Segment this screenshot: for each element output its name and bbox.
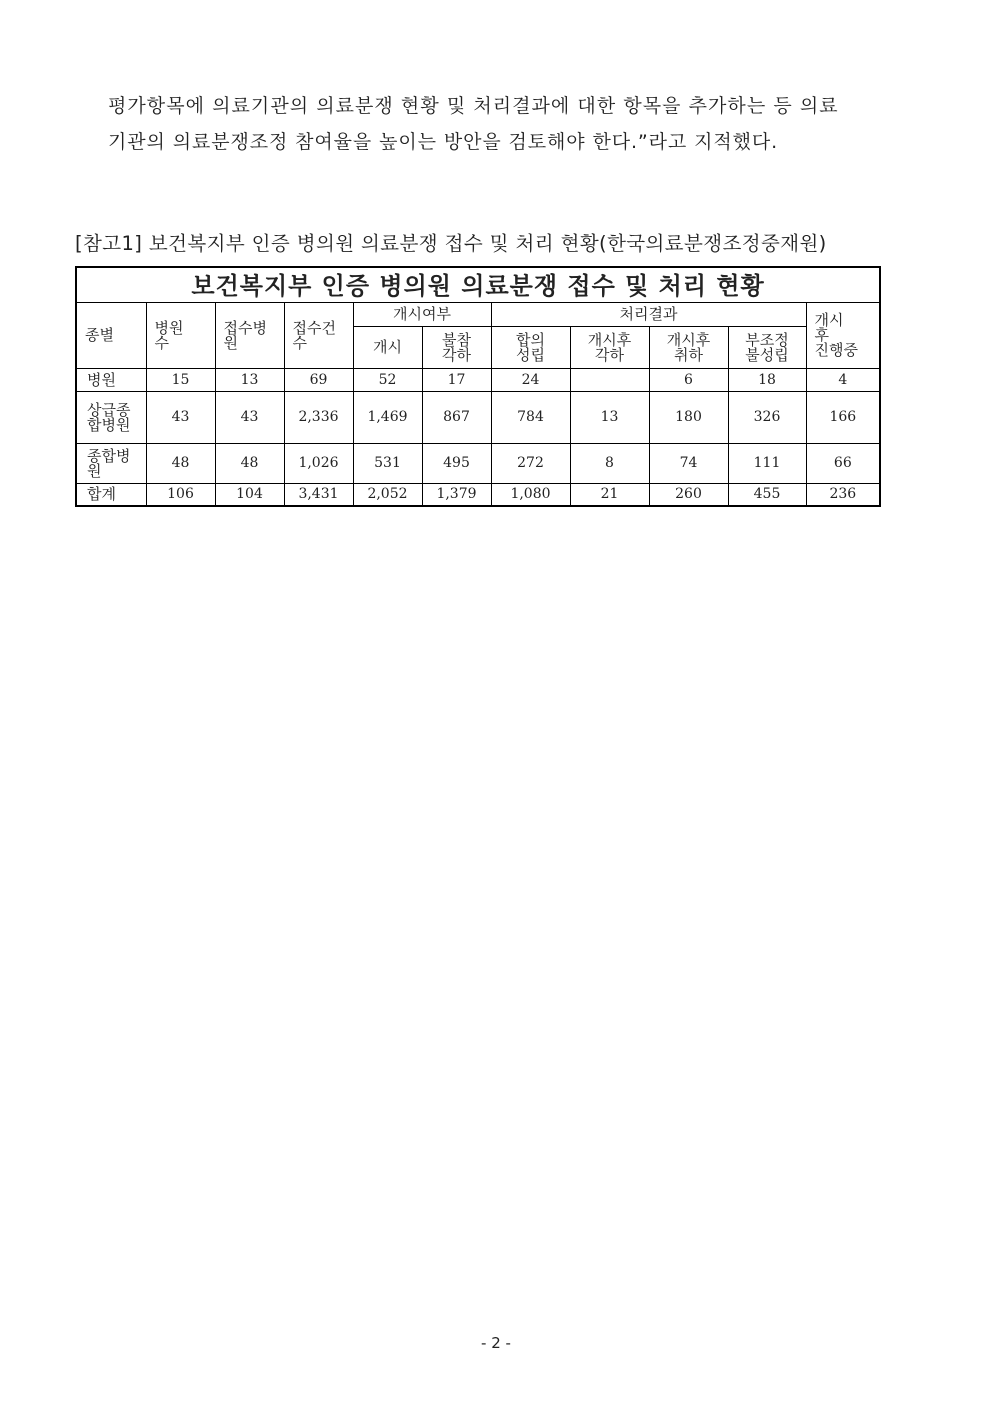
header-hospital-count: 병원 수 [146, 303, 215, 369]
table-cell: 867 [422, 392, 491, 444]
table-cell: 180 [649, 392, 728, 444]
table-cell: 6 [649, 369, 728, 392]
table-cell: 13 [215, 369, 284, 392]
header-received-count: 접수건 수 [284, 303, 353, 369]
table-cell: 3,431 [284, 484, 353, 506]
table-cell: 4 [806, 369, 880, 392]
table-cell: 111 [728, 444, 806, 484]
table-cell: 531 [353, 444, 422, 484]
table-cell: 21 [570, 484, 649, 506]
table-cell: 66 [806, 444, 880, 484]
row-label: 합계 [76, 484, 146, 506]
table-title: 보건복지부 인증 병의원 의료분쟁 접수 및 처리 현황 [76, 267, 880, 303]
table-cell: 15 [146, 369, 215, 392]
table-cell: 260 [649, 484, 728, 506]
table-cell: 104 [215, 484, 284, 506]
table-cell: 106 [146, 484, 215, 506]
table-cell [570, 369, 649, 392]
table-cell: 8 [570, 444, 649, 484]
table-cell: 236 [806, 484, 880, 506]
table-row [76, 369, 880, 392]
table-cell: 272 [491, 444, 570, 484]
reference-caption: [참고1] 보건복지부 인증 병의원 의료분쟁 접수 및 처리 현황(한국의료분쟁조정중재원) [75, 232, 827, 255]
table-cell: 43 [215, 392, 284, 444]
paragraph-line-1: 평가항목에 의료기관의 의료분쟁 현황 및 처리결과에 대한 항목을 추가하는 등 의료 [108, 95, 839, 117]
table-cell: 52 [353, 369, 422, 392]
table-cell: 784 [491, 392, 570, 444]
header-start-group: 개시여부 [353, 303, 491, 327]
table-cell: 18 [728, 369, 806, 392]
table-cell: 455 [728, 484, 806, 506]
table-cell: 495 [422, 444, 491, 484]
table-row [76, 392, 880, 444]
table-cell: 17 [422, 369, 491, 392]
table-cell: 326 [728, 392, 806, 444]
row-label: 병원 [76, 369, 146, 392]
table-cell: 1,469 [353, 392, 422, 444]
table-row [76, 484, 880, 506]
header-not-participated: 불참 각하 [422, 327, 491, 369]
table-cell: 2,052 [353, 484, 422, 506]
table-cell: 1,026 [284, 444, 353, 484]
table-cell: 1,379 [422, 484, 491, 506]
table-cell: 1,080 [491, 484, 570, 506]
body-paragraph [108, 88, 920, 160]
header-received-hospital: 접수병 원 [215, 303, 284, 369]
row-label: 종합병 원 [76, 444, 146, 484]
header-ongoing: 개시 후 진행중 [806, 303, 880, 369]
table-cell: 48 [146, 444, 215, 484]
table-cell: 166 [806, 392, 880, 444]
header-agreement: 합의 성립 [491, 327, 570, 369]
table-cell: 74 [649, 444, 728, 484]
header-withdrawn-after: 개시후 취하 [649, 327, 728, 369]
table-cell: 2,336 [284, 392, 353, 444]
table-cell: 43 [146, 392, 215, 444]
table-cell: 13 [570, 392, 649, 444]
header-dismissed-after: 개시후 각하 [570, 327, 649, 369]
header-no-agreement: 부조정 불성립 [728, 327, 806, 369]
paragraph-line-2: 기관의 의료분쟁조정 참여율을 높이는 방안을 검토해야 한다.”라고 지적했다. [108, 131, 779, 153]
page-number: - 2 - [481, 1334, 511, 1352]
header-type: 종별 [76, 303, 146, 369]
header-result-group: 처리결과 [491, 303, 806, 327]
table-cell: 48 [215, 444, 284, 484]
row-label: 상급종 합병원 [76, 392, 146, 444]
table-cell: 69 [284, 369, 353, 392]
table-cell: 24 [491, 369, 570, 392]
header-start: 개시 [353, 327, 422, 369]
table-row [76, 444, 880, 484]
dispute-table [75, 266, 881, 507]
